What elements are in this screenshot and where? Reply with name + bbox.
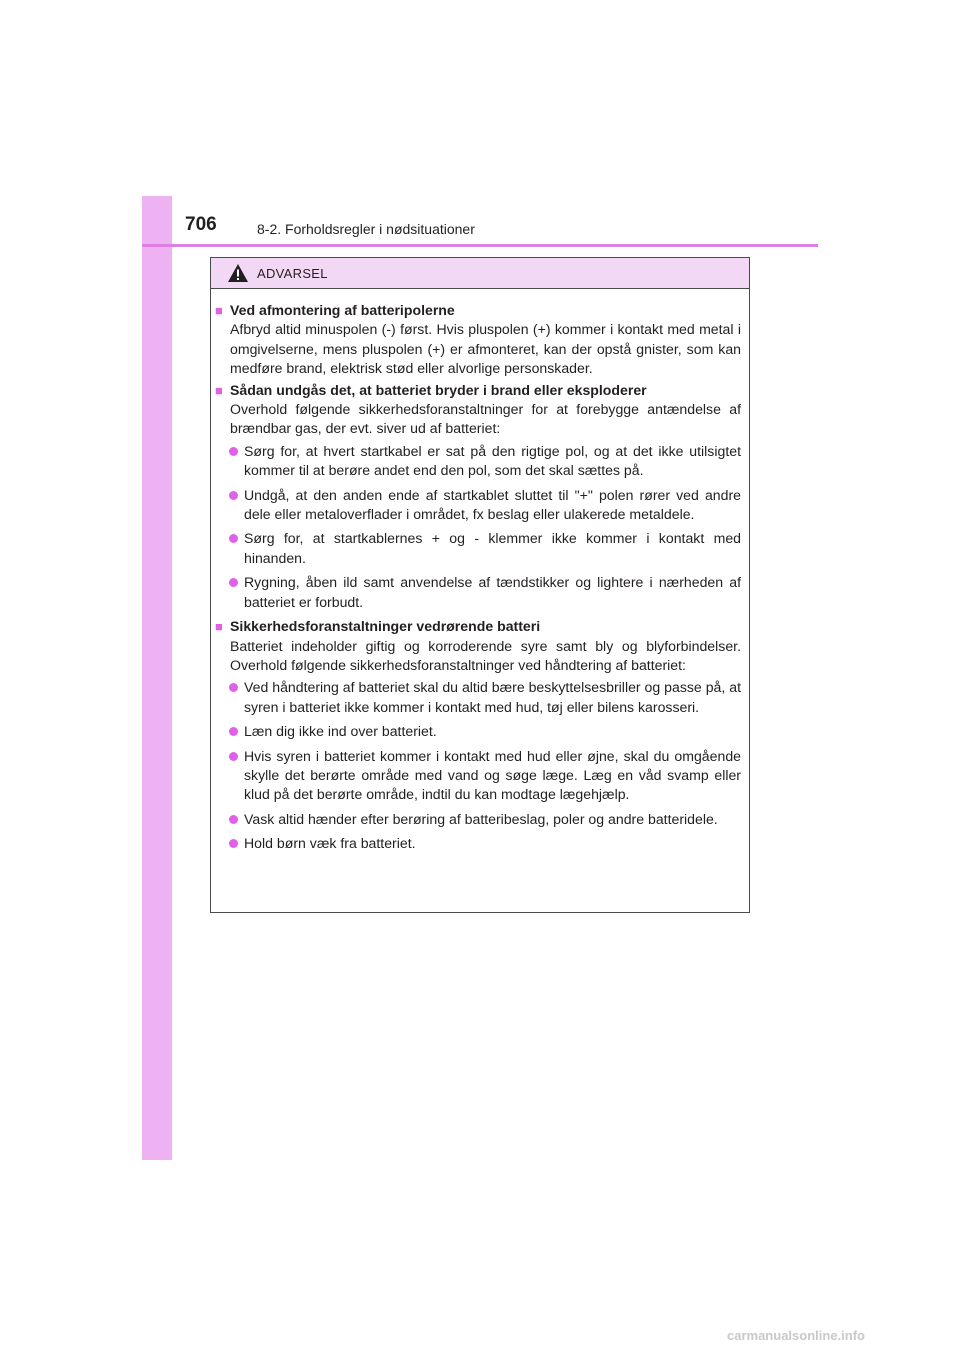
bullet-text: Hold børn væk fra batteriet. bbox=[244, 835, 416, 852]
warning-item-heading bbox=[215, 381, 741, 400]
warning-item bbox=[215, 301, 741, 379]
square-bullet-icon: ■ bbox=[215, 382, 223, 398]
warning-item-text: Afbryd altid minuspolen (-) først. Hvis pluspolen (+) kommer i kontakt med metal i omgivelserne, mens pluspolen (+) er afmonteret, kan der opstå gnister, som kan medføre brand, elektrisk stød eller alvorlige personskader. bbox=[230, 321, 741, 377]
warning-item-text: Overhold følgende sikkerhedsforanstaltninger for at forebygge antændelse af brændbar gas, der evt. siver ud af batteriet: bbox=[230, 401, 741, 437]
bullet-dot-icon bbox=[229, 752, 238, 761]
bullet-item bbox=[215, 722, 741, 741]
bullet-text: Rygning, åben ild samt anvendelse af tændstikker og lightere i nærheden af batteriet er forbudt. bbox=[244, 574, 741, 610]
bullet-item bbox=[215, 678, 741, 717]
bullet-dot-icon bbox=[229, 683, 238, 692]
warning-box bbox=[210, 257, 750, 913]
square-bullet-icon: ■ bbox=[215, 619, 223, 635]
bullet-dot-icon bbox=[229, 534, 238, 543]
header-rule bbox=[142, 244, 818, 247]
bullet-list bbox=[215, 678, 741, 853]
warning-item-heading bbox=[215, 617, 741, 636]
bullet-item bbox=[215, 442, 741, 481]
side-tab-band bbox=[142, 196, 172, 1160]
bullet-item bbox=[215, 573, 741, 612]
bullet-item bbox=[215, 747, 741, 805]
warning-item-heading bbox=[215, 301, 741, 320]
bullet-text: Vask altid hænder efter berøring af batteribeslag, poler og andre batteridele. bbox=[244, 810, 718, 827]
warning-item-heading-text: Sådan undgås det, at batteriet bryder i brand eller eksploderer bbox=[230, 381, 647, 398]
bullet-dot-icon bbox=[229, 839, 238, 848]
warning-item-heading-text: Ved afmontering af batteripolerne bbox=[230, 302, 455, 318]
warning-item bbox=[215, 617, 741, 853]
warning-title: ADVARSEL bbox=[257, 265, 328, 281]
bullet-dot-icon bbox=[229, 727, 238, 736]
warning-header bbox=[211, 258, 749, 289]
warning-item bbox=[215, 381, 741, 612]
bullet-text: Læn dig ikke ind over batteriet. bbox=[244, 723, 437, 740]
bullet-text: Ved håndtering af batteriet skal du altid bære beskyttelsesbriller og passe på, at syren i batteriet ikke kommer i kontakt med hud, tøj eller bilens karosseri. bbox=[244, 679, 741, 715]
bullet-dot-icon bbox=[229, 447, 238, 456]
bullet-text: Sørg for, at hvert startkabel er sat på den rigtige pol, og at det ikke utilsigtet kommer til at berøre andet end den pol, som det skal sættes på. bbox=[244, 442, 741, 479]
bullet-text: Hvis syren i batteriet kommer i kontakt med hud eller øjne, skal du omgående skylle det berørte område med vand og søge læge. Læg en våd svamp eller klud på det berørte område, indtil du kan modtage lægehjælp. bbox=[244, 747, 741, 803]
bullet-item bbox=[215, 486, 741, 525]
square-bullet-icon: ■ bbox=[215, 303, 223, 318]
bullet-item bbox=[215, 810, 741, 829]
site-watermark: carmanualsonline.info bbox=[727, 1328, 865, 1343]
section-title: 8-2. Forholdsregler i nødsituationer bbox=[257, 221, 475, 237]
warning-item-heading-text: Sikkerhedsforanstaltninger vedrørende batteri bbox=[230, 618, 541, 635]
bullet-item bbox=[215, 529, 741, 568]
warning-triangle-icon bbox=[227, 263, 249, 283]
warning-body bbox=[211, 289, 749, 854]
bullet-text: Undgå, at den anden ende af startkablet sluttet til "+" polen rører ved andre dele eller metaloverflader i området, fx beslag eller ulakerede metaldele. bbox=[244, 486, 741, 523]
bullet-item bbox=[215, 834, 741, 853]
bullet-dot-icon bbox=[229, 491, 238, 500]
bullet-dot-icon bbox=[229, 578, 238, 587]
page-number: 706 bbox=[185, 214, 217, 235]
bullet-text: Sørg for, at startkablernes + og - klemmer ikke kommer i kontakt med hinanden. bbox=[244, 530, 741, 566]
bullet-dot-icon bbox=[229, 815, 238, 824]
warning-item-text: Batteriet indeholder giftig og korroderende syre samt bly og blyforbindelser. Overhold følgende sikkerhedsforanstaltninger ved håndtering af batteriet: bbox=[230, 637, 741, 673]
bullet-list bbox=[215, 442, 741, 612]
